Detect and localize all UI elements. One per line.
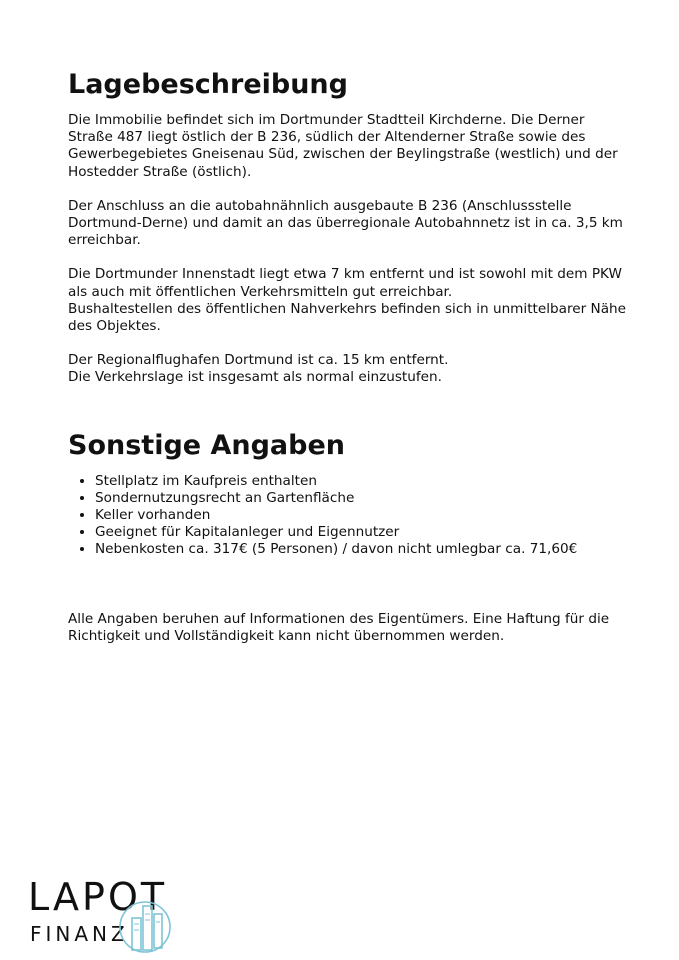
list-item: • Stellplatz im Kaufpreis enthalten [95,473,628,490]
section-title-lagebeschreibung: Lagebeschreibung [68,69,348,100]
paragraph-traffic: Die Verkehrslage ist insgesamt als normal einzustufen. [68,369,442,386]
logo-text-lapot: LAPOT [28,875,168,919]
list-item: • Keller vorhanden [95,507,628,524]
company-logo [28,876,178,956]
paragraph-city-center: Die Dortmunder Innenstadt liegt etwa 7 km entfernt und ist sowohl mit dem PKW als auch mit öffentlichen Verkehrsmitteln gut erreichbar. [68,266,622,300]
section-title-sonstige-angaben: Sonstige Angaben [68,429,346,461]
list-item: • Geeignet für Kapitalanleger und Eigennutzer [95,524,628,541]
paragraph-location: Die Immobilie befindet sich im Dortmunder Stadtteil Kirchderne. Die Derner Straße 487 liegt östlich der B 236, südlich der Altenderner Straße sowie des Gewerbegebietes Gneisenau Süd, zwischen der Beylingstraße (westlich) und der Hostedder Straße (östlich). [68,112,618,180]
paragraph-bus-stops: Bushaltestellen des öffentlichen Nahverkehrs befinden sich in unmittelbarer Nähe des Objektes. [68,300,627,335]
logo-text-finanz: FINANZ [30,922,129,946]
paragraph-highway: Der Anschluss an die autobahnähnlich ausgebaute B 236 (Anschlussstelle Dortmund-Derne) und damit an das überregionale Autobahnnetz ist in ca. 3,5 km erreichbar. [68,197,623,249]
document-page [68,66,628,645]
building-icon [118,888,172,954]
features-list [68,473,628,559]
disclaimer-text: Alle Angaben beruhen auf Informationen des Eigentümers. Eine Haftung für die Richtigkeit und Vollständigkeit kann nicht übernommen werden. [68,610,610,644]
list-item: • Nebenkosten ca. 317€ (5 Personen) / davon nicht umlegbar ca. 71,60€ [95,541,628,558]
list-item: • Sondernutzungsrecht an Gartenfläche [95,490,628,507]
paragraph-airport: Der Regionalflughafen Dortmund ist ca. 15 km entfernt. [68,352,449,369]
